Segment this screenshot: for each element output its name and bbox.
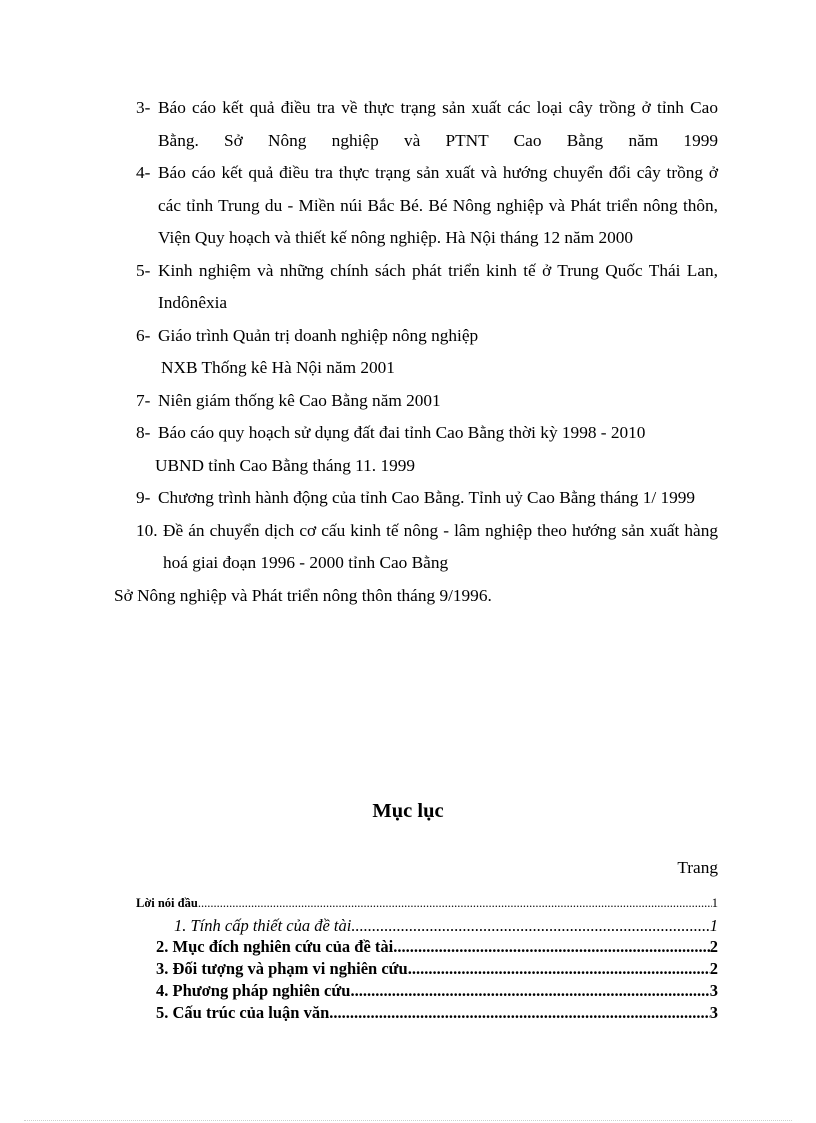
toc-entry-label: 3. Đối tượng và phạm vi nghiên cứu. xyxy=(156,959,412,978)
reference-item xyxy=(114,515,718,613)
reference-text: Báo cáo kết quả điều tra về thực trạng sản xuất các loại cây trồng ở tỉnh Cao Bằng. Sở Nông nghiệp và PTNT Cao Bằng năm 1999 xyxy=(158,98,718,150)
reference-item xyxy=(136,417,718,482)
toc-entry-label: 4. Phương pháp nghiên cứu. xyxy=(156,981,355,1000)
reference-number: 8- xyxy=(136,423,151,442)
page-bottom-divider xyxy=(24,1120,792,1121)
reference-number: 5- xyxy=(136,260,151,280)
toc-leader-dots xyxy=(397,937,709,957)
toc-entry-page: 2 xyxy=(709,959,718,978)
toc-entry-scope[interactable] xyxy=(136,959,718,981)
table-of-contents xyxy=(136,896,718,1025)
reference-text: Báo cáo quy hoạch sử dụng đất đai tỉnh Cao Bằng thời kỳ 1998 - 2010 xyxy=(158,423,646,442)
reference-item xyxy=(136,92,718,157)
reference-number: 3- xyxy=(136,98,151,117)
toc-entry-structure[interactable] xyxy=(136,1003,718,1025)
toc-leader-dots xyxy=(198,896,712,911)
toc-leader-dots xyxy=(333,1003,709,1023)
toc-leader-dots xyxy=(355,916,709,936)
reference-number: 6- xyxy=(136,325,151,345)
toc-entry-label: 1. Tính cấp thiết của đề tài. xyxy=(174,916,356,935)
reference-item xyxy=(136,320,718,385)
reference-text: Chương trình hành động của tỉnh Cao Bằng. Tỉnh uỷ Cao Bằng tháng 1/ 1999 xyxy=(158,488,696,507)
toc-entry-page: 1 xyxy=(711,896,718,910)
reference-number: 10. xyxy=(136,520,158,540)
reference-text: Kinh nghiệm và những chính sách phát triển kinh tế ở Trung Quốc Thái Lan, Indônêxia xyxy=(158,260,718,312)
reference-item xyxy=(136,157,718,255)
toc-entry-page: 3 xyxy=(709,981,718,1000)
toc-entry-label: 2. Mục đích nghiên cứu của đề tài. xyxy=(156,937,398,956)
toc-entry-urgency[interactable] xyxy=(136,916,718,937)
reference-item xyxy=(136,385,718,418)
toc-page-column-header: Trang xyxy=(677,858,718,877)
toc-title: Mục lục xyxy=(372,800,444,822)
toc-entry-purpose[interactable] xyxy=(136,937,718,959)
toc-leader-dots xyxy=(355,981,710,1001)
toc-entry-methodology[interactable] xyxy=(136,981,718,1003)
toc-entry-label: 5. Cấu trúc của luận văn. xyxy=(156,1003,334,1022)
toc-entry-preface[interactable] xyxy=(136,896,718,916)
reference-text: Đề án chuyển dịch cơ cấu kinh tế nông - lâm nghiệp theo hướng sản xuất hàng hoá giai đoạn 1996 - 2000 tỉnh Cao Bằng xyxy=(163,520,718,572)
reference-text: Báo cáo kết quả điều tra thực trạng sản xuất và hướng chuyển đổi cây trồng ở các tỉnh Trung du - Miền núi Bắc Bé. Bé Nông nghiệp và Phát triển nông thôn, Viện Quy hoạch và thiết kế nông nghiệp. Hà Nội tháng 12 năm 2000 xyxy=(158,163,718,247)
toc-entry-label: Lời nói đầu xyxy=(136,896,198,910)
reference-item xyxy=(136,482,718,515)
reference-publisher: Sở Nông nghiệp và Phát triển nông thôn tháng 9/1996. xyxy=(114,585,492,605)
reference-publisher: UBND tỉnh Cao Bằng tháng 11. 1999 xyxy=(155,455,416,475)
reference-number: 4- xyxy=(136,163,151,182)
reference-text: Giáo trình Quản trị doanh nghiệp nông nghiệp xyxy=(158,325,479,345)
toc-entry-page: 2 xyxy=(709,937,718,956)
reference-list xyxy=(114,92,718,612)
toc-entry-page: 1 xyxy=(709,916,718,935)
reference-item xyxy=(136,255,718,320)
toc-leader-dots xyxy=(412,959,710,979)
reference-publisher: NXB Thống kê Hà Nội năm 2001 xyxy=(161,358,395,377)
reference-number: 9- xyxy=(136,488,151,507)
reference-text: Niên giám thống kê Cao Bằng năm 2001 xyxy=(158,390,441,410)
toc-entry-page: 3 xyxy=(709,1003,718,1022)
reference-number: 7- xyxy=(136,390,151,410)
